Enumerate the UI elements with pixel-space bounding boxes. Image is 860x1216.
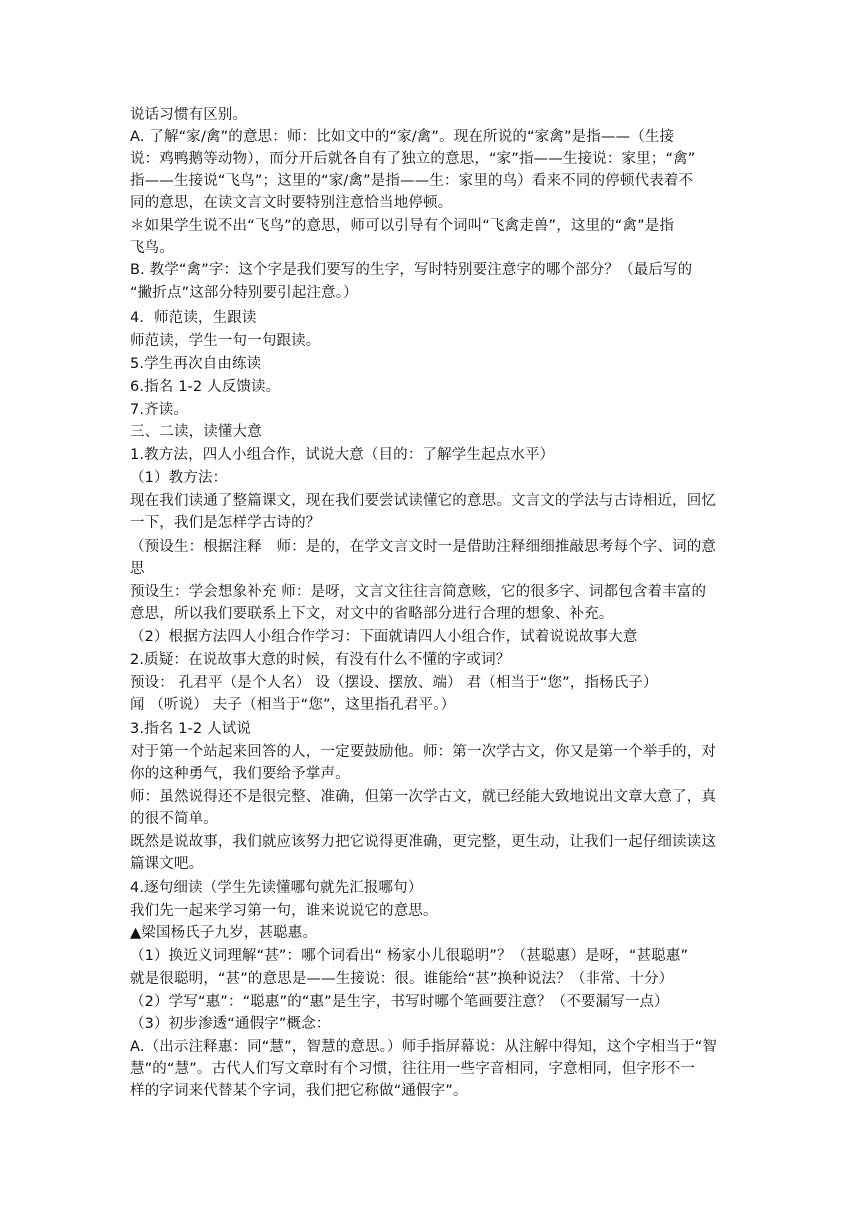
text-line: 4.逐句细读（学生先读懂哪句就先汇报哪句）	[130, 880, 423, 896]
text-line: 就是很聪明，“甚”的意思是——生接说：很。谁能给“甚”换种说法？（非常、十分）	[130, 971, 674, 987]
text-line: 预设： 孔君平（是个人名） 设（摆设、摆放、端） 君（相当于“您”，指杨氏子）	[130, 675, 658, 691]
text-line: 篇课文吧。	[130, 856, 204, 872]
text-line: 样的字词来代替某个字词，我们把它称做“通假字”。	[130, 1083, 468, 1099]
text-line: 我们先一起来学习第一句，谁来说说它的意思。	[130, 903, 438, 919]
text-line: 3.指名 1-2 人试说	[130, 721, 252, 737]
text-line: 既然是说故事，我们就应该努力把它说得更准确，更完整，更生动，让我们一起仔细读读这	[130, 834, 716, 850]
text-line: 你的这种勇气，我们要给予掌声。	[130, 766, 350, 782]
text-line: B. 教学“禽”字：这个字是我们要写的生字，写时特别要注意字的哪个部分？（最后写的	[130, 262, 693, 278]
text-line: 同的意思，在读文言文时要特别注意恰当地停顿。	[130, 195, 453, 211]
text-line: 的很不简单。	[130, 811, 218, 827]
text-line: 7.齐读。	[130, 402, 189, 418]
text-line: （1）教方法：	[130, 470, 228, 486]
text-line: （1）换近义词理解“甚”：哪个词看出“ 杨家小儿很聪明”？（甚聪惠）是呀，“甚聪惠”	[130, 948, 689, 964]
text-line: 6.指名 1-2 人反馈读。	[130, 379, 281, 395]
text-line: 意思，所以我们要联系上下文，对文中的省略部分进行合理的想象、补充。	[130, 606, 614, 622]
text-line: 预设生：学会想象补充 师：是呀，文言文往往言简意赅，它的很多字、词都包含着丰富的	[130, 584, 707, 600]
text-line: 指——生接说“飞鸟”；这里的“家/禽”是指——生：家里的鸟）看来不同的停顿代表着不	[130, 173, 694, 189]
text-line: 思	[130, 561, 145, 577]
text-line: （2）根据方法四人小组合作学习：下面就请四人小组合作，试着说说故事大意	[130, 629, 638, 645]
text-line: 现在我们读通了整篇课文，现在我们要尝试读懂它的意思。文言文的学法与古诗相近，回忆	[130, 493, 716, 509]
text-line: 飞鸟。	[130, 240, 174, 256]
text-line: 说：鸡鸭鹅等动物），而分开后就各自有了独立的意思，“家”指——生接说：家里；“禽”	[130, 151, 696, 167]
text-line: 师：虽然说得还不是很完整、准确，但第一次学古文，就已经能大致地说出文章大意了，真	[130, 789, 716, 805]
text-line: ＊如果学生说不出“飞鸟”的意思，师可以引导有个词叫“飞禽走兽”，这里的“禽”是指	[130, 218, 675, 234]
text-line: “撇折点”这部分特别要引起注意。）	[130, 285, 358, 301]
text-line: ▲梁国杨氏子九岁，甚聪惠。	[130, 925, 318, 941]
text-line: 师范读，学生一句一句跟读。	[130, 333, 321, 349]
text-line: 4．师范读，生跟读	[130, 310, 257, 326]
text-line: 1.教方法，四人小组合作，试说大意（目的：了解学生起点水平）	[130, 447, 555, 463]
text-line: （3）初步渗透“通假字”概念：	[130, 1016, 331, 1032]
text-line: A. 了解“家/禽”的意思：师：比如文中的“家/禽”。现在所说的“家禽”是指——（生接	[130, 129, 675, 145]
text-line: 一下，我们是怎样学古诗的？	[130, 515, 321, 531]
text-line: 2.质疑：在说故事大意的时候，有没有什么不懂的字或词？	[130, 652, 511, 668]
text-line: 慧”的“慧”。古代人们写文章时有个习惯，往往用一些字音相同，字意相同，但字形不一	[130, 1061, 696, 1077]
text-line: （预设生：根据注释 师：是的，在学文言文时一是借助注释细细推敲思考每个字、词的意	[130, 539, 716, 555]
text-line: 说话习惯有区别。	[130, 107, 248, 123]
text-line: A.（出示注释惠：同“慧”，智慧的意思。）师手指屏幕说：从注解中得知，这个字相当于“智	[130, 1039, 718, 1055]
text-line: 闻 （听说） 夫子（相当于“您”，这里指孔君平。）	[130, 697, 456, 713]
text-line: 对于第一个站起来回答的人，一定要鼓励他。师：第一次学古文，你又是第一个举手的，对	[130, 744, 716, 760]
text-line: 5.学生再次自由练读	[130, 356, 262, 372]
text-line: （2）学写“惠”：“聪惠”的“惠”是生字，书写时哪个笔画要注意？（不要漏写一点）	[130, 994, 669, 1010]
section-heading: 三、二读，读懂大意	[130, 424, 262, 440]
